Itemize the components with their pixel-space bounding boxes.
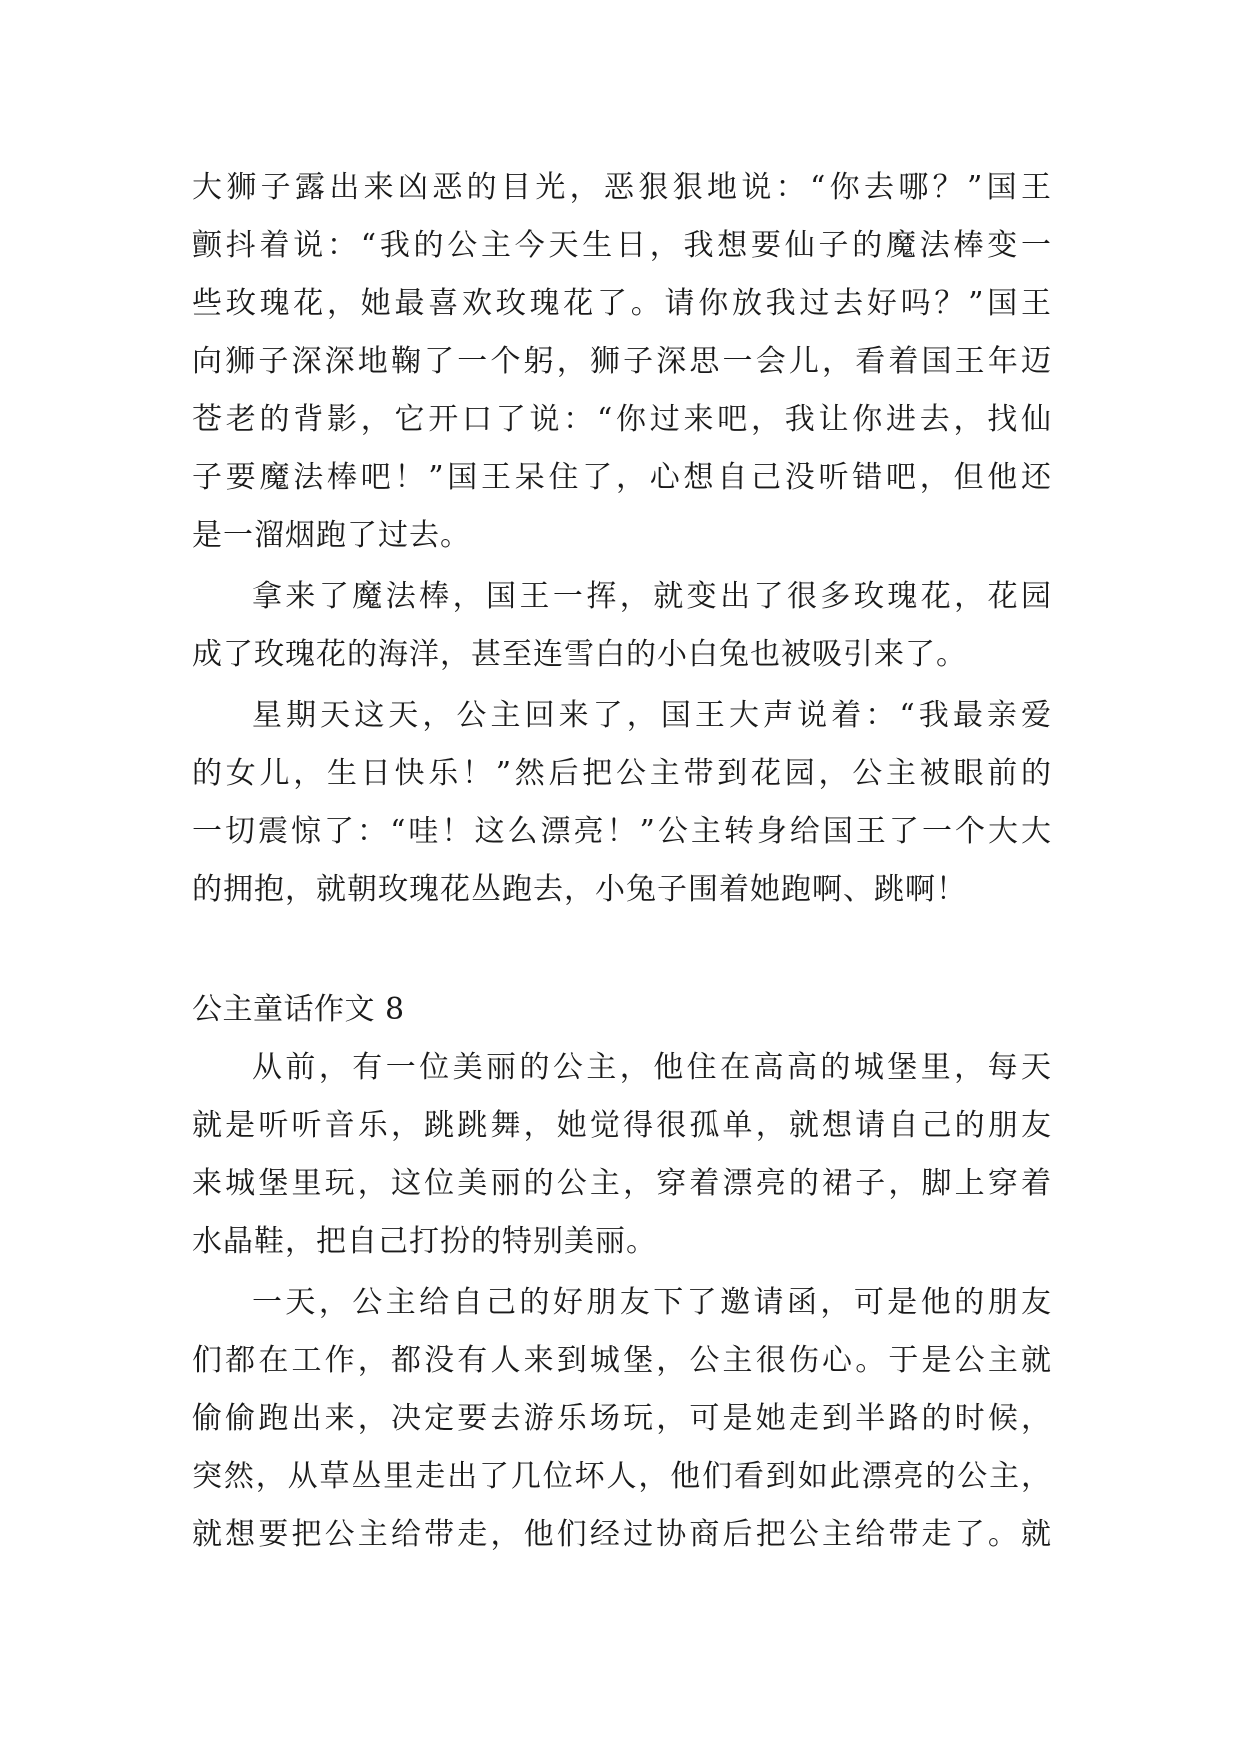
paragraph-3 xyxy=(192,687,1052,919)
text-line: 突然，从草丛里走出了几位坏人，他们看到如此漂亮的公主， xyxy=(192,1459,1052,1494)
text-line: 大狮子露出来凶恶的目光，恶狠狠地说：“你去哪？”国王 xyxy=(192,170,1052,205)
text-line: 苍老的背影，它开口了说：“你过来吧，我让你进去，找仙 xyxy=(192,402,1052,437)
text-line: 拿来了魔法棒，国王一挥，就变出了很多玫瑰花，花园 xyxy=(252,579,1052,614)
text-line: 的女儿，生日快乐！”然后把公主带到花园，公主被眼前的 xyxy=(192,756,1052,791)
text-line: 水晶鞋，把自己打扮的特别美丽。 xyxy=(192,1224,657,1259)
text-line: 星期天这天，公主回来了，国王大声说着：“我最亲爱 xyxy=(252,698,1052,733)
document-body xyxy=(192,159,1052,1564)
text-line: 些玫瑰花，她最喜欢玫瑰花了。请你放我过去好吗？”国王 xyxy=(192,286,1052,321)
paragraph-5 xyxy=(192,1274,1052,1564)
paragraph-2 xyxy=(192,568,1052,684)
text-line: 们都在工作，都没有人来到城堡，公主很伤心。于是公主就 xyxy=(192,1343,1052,1378)
text-line: 成了玫瑰花的海洋，甚至连雪白的小白兔也被吸引来了。 xyxy=(192,637,967,672)
text-line: 来城堡里玩，这位美丽的公主，穿着漂亮的裙子，脚上穿着 xyxy=(192,1166,1052,1201)
text-line: 子要魔法棒吧！”国王呆住了，心想自己没听错吧，但他还 xyxy=(192,460,1052,495)
paragraph-1 xyxy=(192,159,1052,565)
text-line: 是一溜烟跑了过去。 xyxy=(192,518,471,553)
text-line: 向狮子深深地鞠了一个躬，狮子深思一会儿，看着国王年迈 xyxy=(192,344,1052,379)
paragraph-4 xyxy=(192,1039,1052,1271)
text-line: 的拥抱，就朝玫瑰花丛跑去，小兔子围着她跑啊、跳啊！ xyxy=(192,872,967,907)
text-line: 就想要把公主给带走，他们经过协商后把公主给带走了。就 xyxy=(192,1517,1052,1552)
text-line: 就是听听音乐，跳跳舞，她觉得很孤单，就想请自己的朋友 xyxy=(192,1108,1052,1143)
section-heading: 公主童话作文 8 xyxy=(192,992,405,1027)
text-line: 颤抖着说：“我的公主今天生日，我想要仙子的魔法棒变一 xyxy=(192,228,1052,263)
text-line: 一天，公主给自己的好朋友下了邀请函，可是他的朋友 xyxy=(252,1285,1052,1320)
text-line: 偷偷跑出来，决定要去游乐场玩，可是她走到半路的时候， xyxy=(192,1401,1052,1436)
text-line: 从前，有一位美丽的公主，他住在高高的城堡里，每天 xyxy=(252,1050,1052,1085)
text-line: 一切震惊了：“哇！这么漂亮！”公主转身给国王了一个大大 xyxy=(192,814,1052,849)
